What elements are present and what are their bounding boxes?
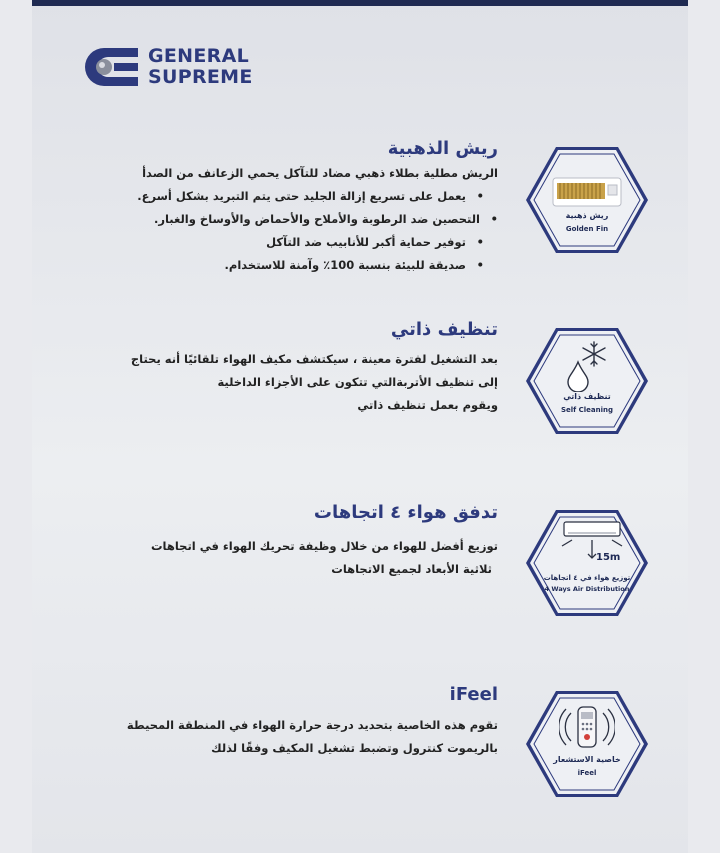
feature-line: ثلاثية الأبعاد لجميع الاتجاهات [331, 562, 492, 576]
feature-intro: الريش مطلية بطلاء ذهبي مضاد للتآكل يحمي الزعانف من الصدأ [142, 166, 498, 180]
badge-label-en: 4 Ways Air Distribution [544, 585, 630, 593]
badge-label-en: iFeel [577, 769, 597, 777]
feature-description [127, 714, 498, 760]
feature-line: تقوم هذه الخاصية بتحديد درجة حرارة الهواء في المنطقة المحيطة [126, 718, 498, 732]
bullet-item: • التحصين ضد الرطوبة والأملاح والأحماض والأوساخ والغبار. [137, 208, 484, 231]
badge-label-en: Golden Fin [565, 225, 609, 233]
feature-line: بالريموت كنترول وتضبط تشغيل المكيف وفقًا لذلك [211, 741, 498, 755]
feature-title: ريش الذهبية [387, 138, 498, 159]
brand-name-line2: SUPREME [148, 66, 253, 88]
badge-label-ar: تنظيف ذاتي [563, 392, 611, 401]
brand-name-line1: GENERAL [148, 45, 249, 67]
feature-badge [526, 689, 648, 799]
badge-label-ar: توزيع هواء في ٤ اتجاهات [543, 574, 631, 582]
badge-label-ar: خاصية الاستشعار [553, 755, 621, 764]
feature-title: iFeel [449, 684, 498, 705]
feature-badge [526, 326, 648, 436]
badge-label-en: Self Cleaning [560, 406, 614, 414]
top-bar [32, 0, 688, 6]
badge-label-ar: ريش ذهبية [565, 211, 609, 220]
feature-title: تنظيف ذاتي [390, 319, 498, 340]
bullet-item: • صديقة للبيئة بنسبة 100٪ وآمنة للاستخدام. [137, 254, 470, 277]
golden-fin-icon [552, 177, 622, 207]
feature-description [151, 535, 498, 581]
feature-line: بعد التشغيل لفترة معينة ، سيكتشف مكيف الهواء تلقائيًا أنه يحتاج [130, 352, 498, 366]
feature-badge [526, 508, 648, 618]
brand-logo [78, 44, 268, 92]
feature-badge [526, 145, 648, 255]
snowflake-drop-icon [564, 340, 610, 392]
feature-title: تدفق هواء ٤ اتجاهات [313, 502, 498, 523]
badge-distance-label: 15m [596, 552, 621, 563]
feature-line: إلى تنظيف الأتربةالتي تتكون على الأجزاء الداخلية [217, 375, 498, 389]
logo-emblem-icon [78, 44, 146, 90]
remote-sensing-icon [559, 703, 615, 751]
feature-line: ويقوم بعمل تنظيف ذاتي [357, 398, 498, 412]
feature-description [131, 348, 498, 417]
feature-line: توزيع أفضل للهواء من خلال وظيفة تحريك الهواء في اتجاهات [151, 539, 498, 553]
feature-description [137, 162, 498, 277]
bullet-item: • توفير حماية أكبر للأنابيب ضد التآكل [137, 231, 470, 254]
bullet-item: • يعمل على تسريع إزالة الجليد حتى يتم التبريد بشكل أسرع. [137, 185, 470, 208]
feature-bullets [137, 185, 498, 277]
